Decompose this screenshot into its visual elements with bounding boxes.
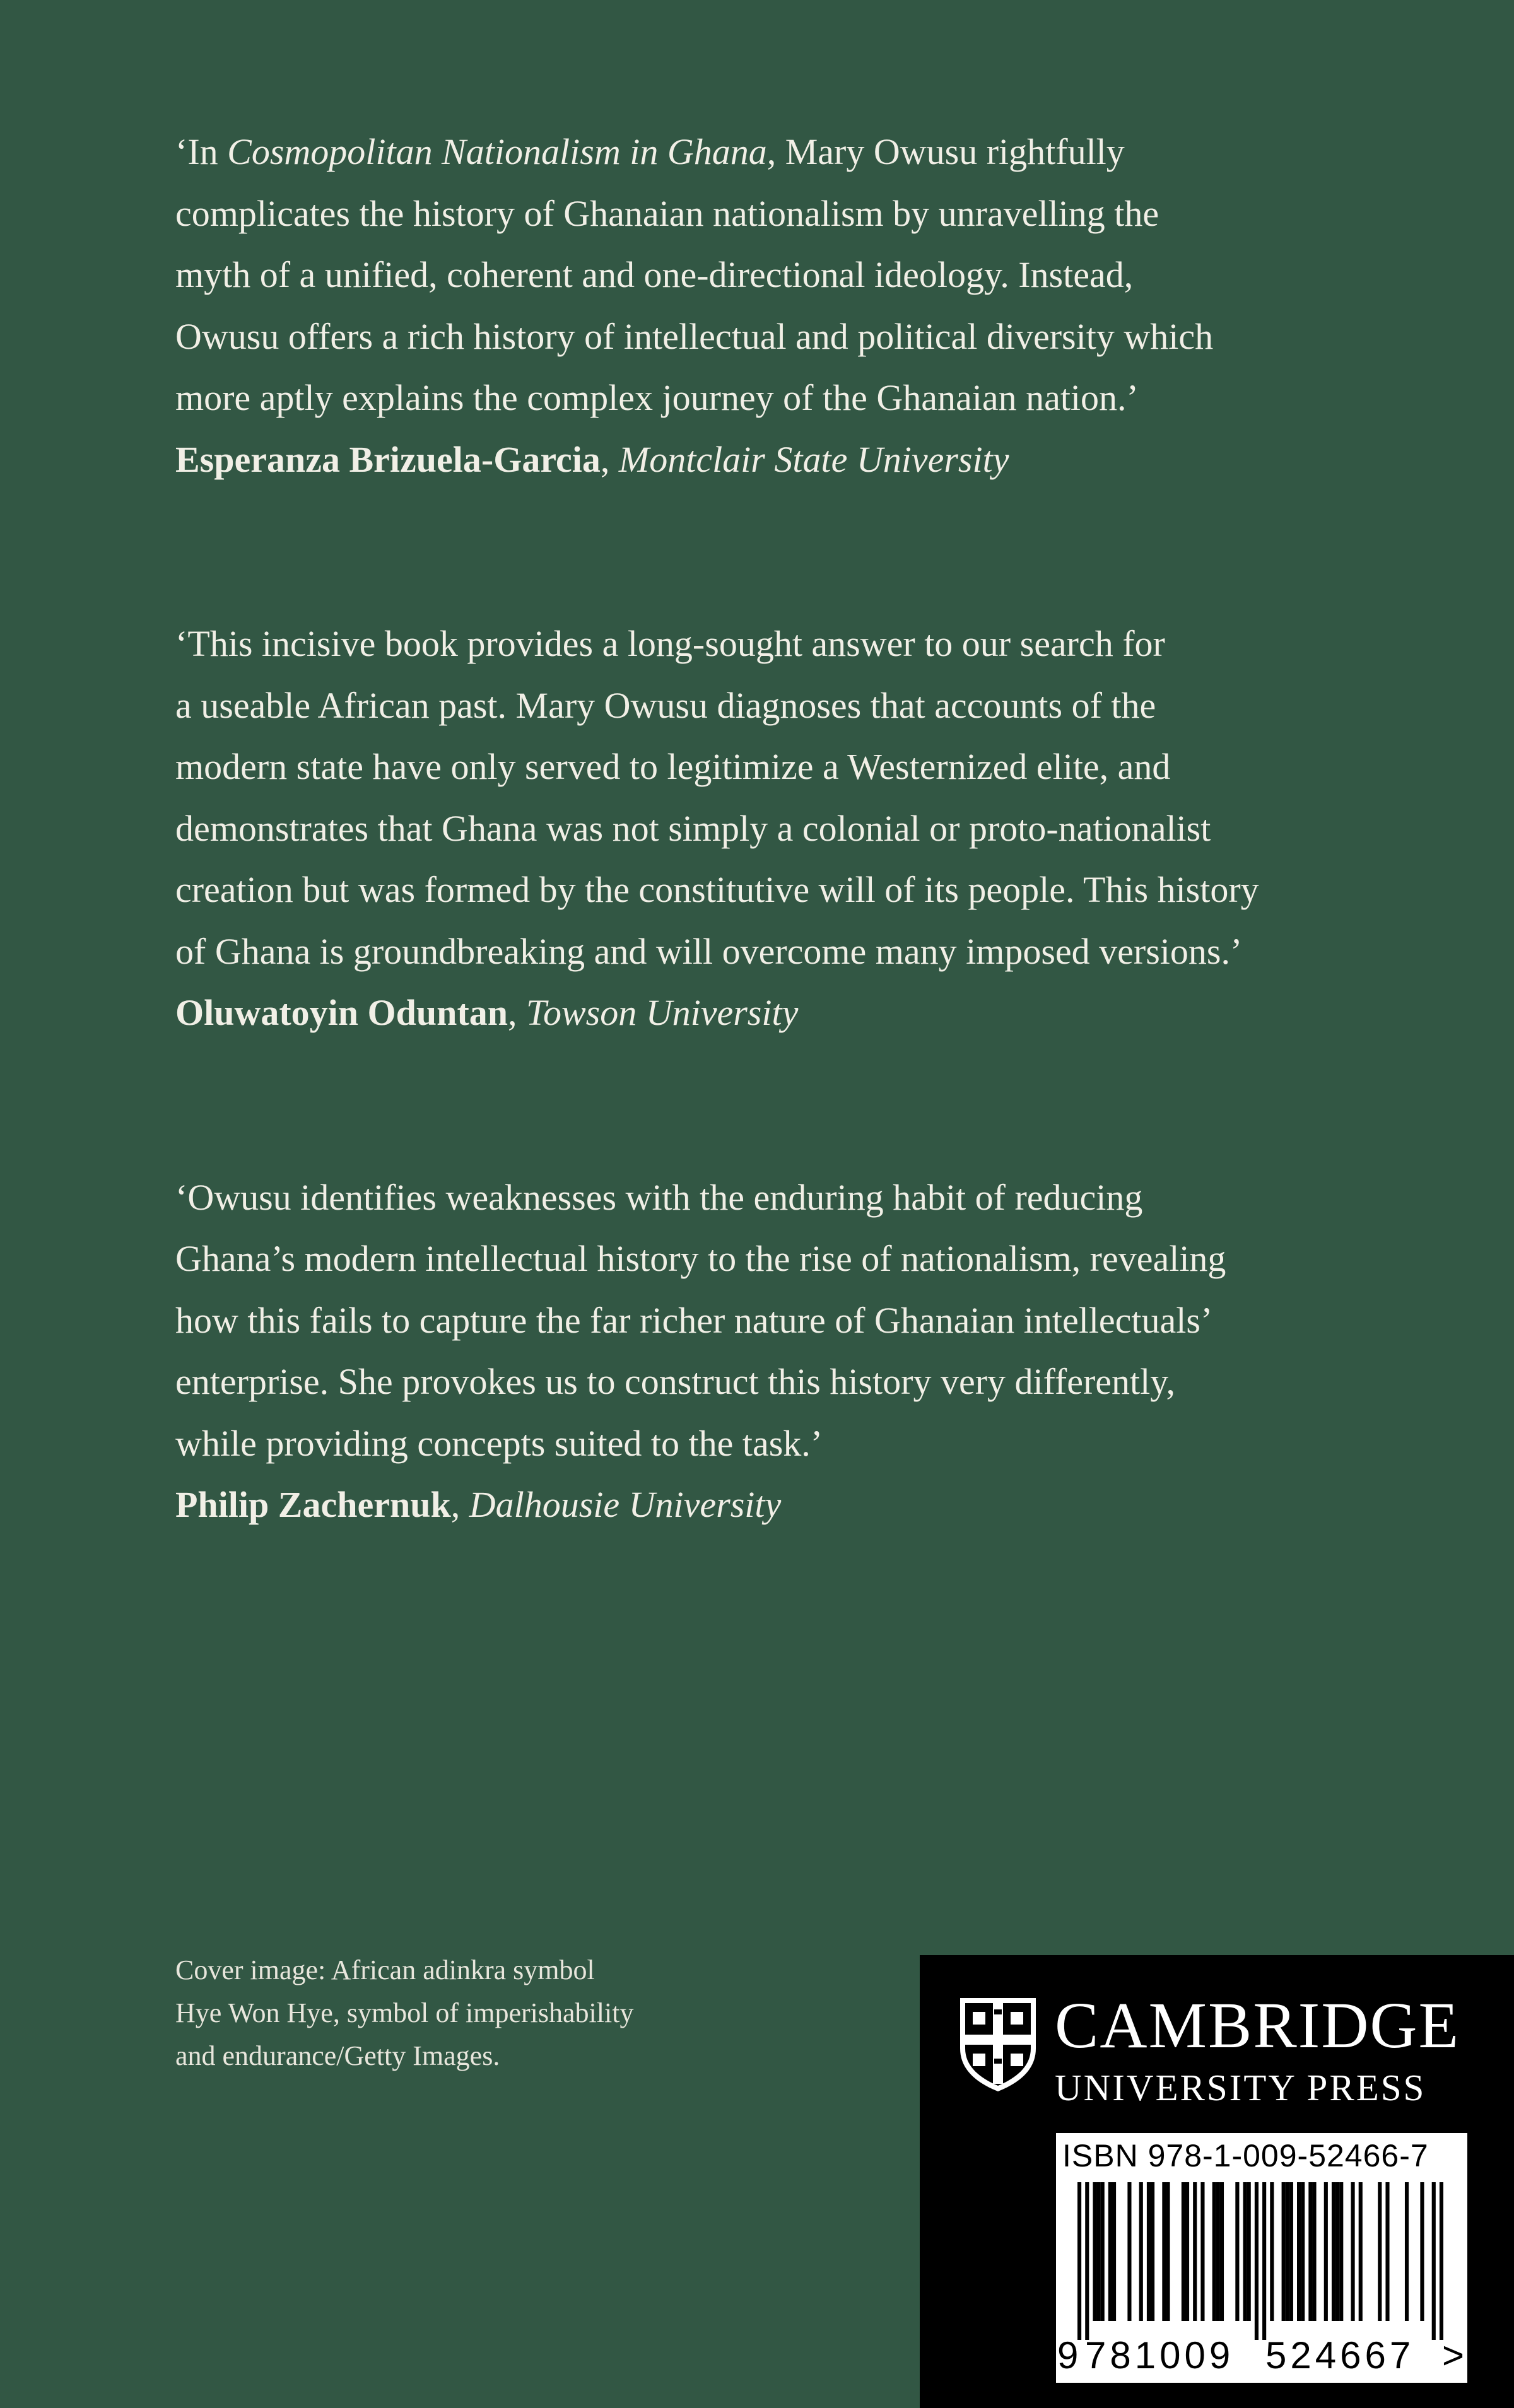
barcode-bar xyxy=(1312,2182,1316,2321)
barcode-bar xyxy=(1151,2182,1154,2321)
endorsement-attribution: Oluwatoyin Oduntan, Towson University xyxy=(175,992,799,1033)
barcode-bar xyxy=(1359,2182,1363,2321)
endorser-affiliation: Dalhousie University xyxy=(469,1484,782,1525)
endorsement-quote: ‘In Cosmopolitan Nationalism in Ghana, Mary Owusu rightfully complicates the history of Ghanaian nationalism by unravelling the myth of a unified, coherent and one-directional ideology. Instead, Owusu offers a rich history of intellectual and political diversity which more aptly explains the complex journey of the Ghanaian nation.’ xyxy=(175,131,1214,418)
barcode-bar xyxy=(1286,2182,1289,2321)
barcode-bar xyxy=(1432,2182,1436,2340)
barcode-bar xyxy=(1127,2182,1131,2321)
barcode-bar xyxy=(1385,2182,1389,2321)
barcode-quiet-zone-arrow: > xyxy=(1442,2334,1465,2376)
barcode-bar xyxy=(1085,2182,1089,2340)
barcode-bar xyxy=(1255,2182,1259,2340)
endorser-affiliation: Towson University xyxy=(526,992,799,1033)
publisher-name: CAMBRIDGE xyxy=(1055,1989,1460,2062)
barcode-bar xyxy=(1420,2182,1424,2321)
barcode-bar xyxy=(1339,2182,1343,2321)
barcode-bar xyxy=(1262,2182,1266,2340)
barcode-bar xyxy=(1440,2182,1443,2340)
barcode-bar xyxy=(1282,2182,1286,2321)
barcode-bar xyxy=(1220,2182,1224,2321)
barcode-bar xyxy=(1301,2182,1305,2321)
barcode-bar xyxy=(1270,2182,1274,2321)
book-title-mention: Cosmopolitan Nationalism in Ghana xyxy=(227,131,767,172)
barcode-bar xyxy=(1108,2182,1112,2321)
barcode-bar xyxy=(1335,2182,1339,2321)
endorsement-attribution: Philip Zachernuk, Dalhousie University xyxy=(175,1484,782,1525)
endorser-affiliation: Montclair State University xyxy=(618,438,1009,480)
isbn-barcode xyxy=(1056,2133,1467,2383)
barcode-digits xyxy=(1056,2334,1467,2378)
barcode-bar xyxy=(1093,2182,1096,2321)
barcode-bar xyxy=(1185,2182,1189,2321)
barcode-bar xyxy=(1193,2182,1197,2321)
barcode-bar xyxy=(1405,2182,1409,2321)
barcode-bar xyxy=(1235,2182,1239,2321)
barcode-bar xyxy=(1216,2182,1220,2321)
barcode-bar xyxy=(1351,2182,1354,2321)
barcode-bar xyxy=(1147,2182,1151,2321)
endorsement-brizuela-garcia xyxy=(175,121,1374,490)
barcode-digits-right: 524667 xyxy=(1265,2334,1415,2376)
endorser-name: Philip Zachernuk xyxy=(175,1484,451,1525)
endorsement-quote: ‘This incisive book provides a long-sought answer to our search for a useable African past. Mary Owusu diagnoses that accounts of the modern state have only served to legitimize a Westernized elite, and demonstrates that Ghana was not simply a colonial or proto-nationalist creation but was formed by the constitutive will of its people. This history of Ghana is groundbreaking and will overcome many imposed versions.’ xyxy=(175,623,1259,972)
barcode-bar xyxy=(1247,2182,1251,2321)
barcode-bar xyxy=(1243,2182,1247,2321)
endorser-name: Oluwatoyin Oduntan xyxy=(175,992,508,1033)
publisher-panel xyxy=(920,1955,1514,2408)
barcode-bar xyxy=(1139,2182,1143,2321)
barcode-digits-left: 781009 xyxy=(1085,2334,1235,2376)
cover-image-credit: Cover image: African adinkra symbol Hye Won Hye, symbol of imperishability and endurance/Getty Images. xyxy=(175,1955,634,2071)
barcode-bar xyxy=(1182,2182,1185,2321)
barcode-bar xyxy=(1378,2182,1382,2321)
barcode-bar xyxy=(1162,2182,1166,2321)
endorsement-quote: ‘Owusu identifies weaknesses with the enduring habit of reducing Ghana’s modern intellectual history to the rise of nationalism, revealing how this fails to capture the far richer nature of Ghanaian intellectuals’ enterprise. She provokes us to construct this history very differently, while providing concepts suited to the task.’ xyxy=(175,1176,1226,1464)
endorsement-zachernuk xyxy=(175,1167,1374,1536)
barcode-bar xyxy=(1101,2182,1105,2321)
endorsement-oduntan xyxy=(175,613,1374,1044)
barcode-bar xyxy=(1332,2182,1335,2321)
barcode-bars xyxy=(1077,2182,1443,2340)
cambridge-shield-icon xyxy=(958,1996,1038,2093)
barcode-bar xyxy=(1166,2182,1170,2321)
endorser-name: Esperanza Brizuela-Garcia xyxy=(175,438,601,480)
barcode-bar xyxy=(1112,2182,1116,2321)
endorsement-attribution: Esperanza Brizuela-Garcia, Montclair State University xyxy=(175,438,1009,480)
endorsements xyxy=(175,121,1374,1659)
barcode-bar xyxy=(1212,2182,1216,2321)
barcode-bar xyxy=(1077,2182,1081,2340)
barcode-bar xyxy=(1200,2182,1204,2321)
publisher-logo xyxy=(958,1989,1460,2108)
barcode-bar xyxy=(1308,2182,1312,2321)
barcode-bar xyxy=(1324,2182,1328,2321)
barcode-bar xyxy=(1097,2182,1101,2321)
barcode-digit-lead: 9 xyxy=(1057,2334,1079,2376)
isbn-label: ISBN 978-1-009-52466-7 xyxy=(1062,2138,1429,2173)
barcode-bar xyxy=(1289,2182,1293,2321)
barcode-bar xyxy=(1297,2182,1301,2321)
publisher-subname: UNIVERSITY PRESS xyxy=(1055,2067,1426,2108)
